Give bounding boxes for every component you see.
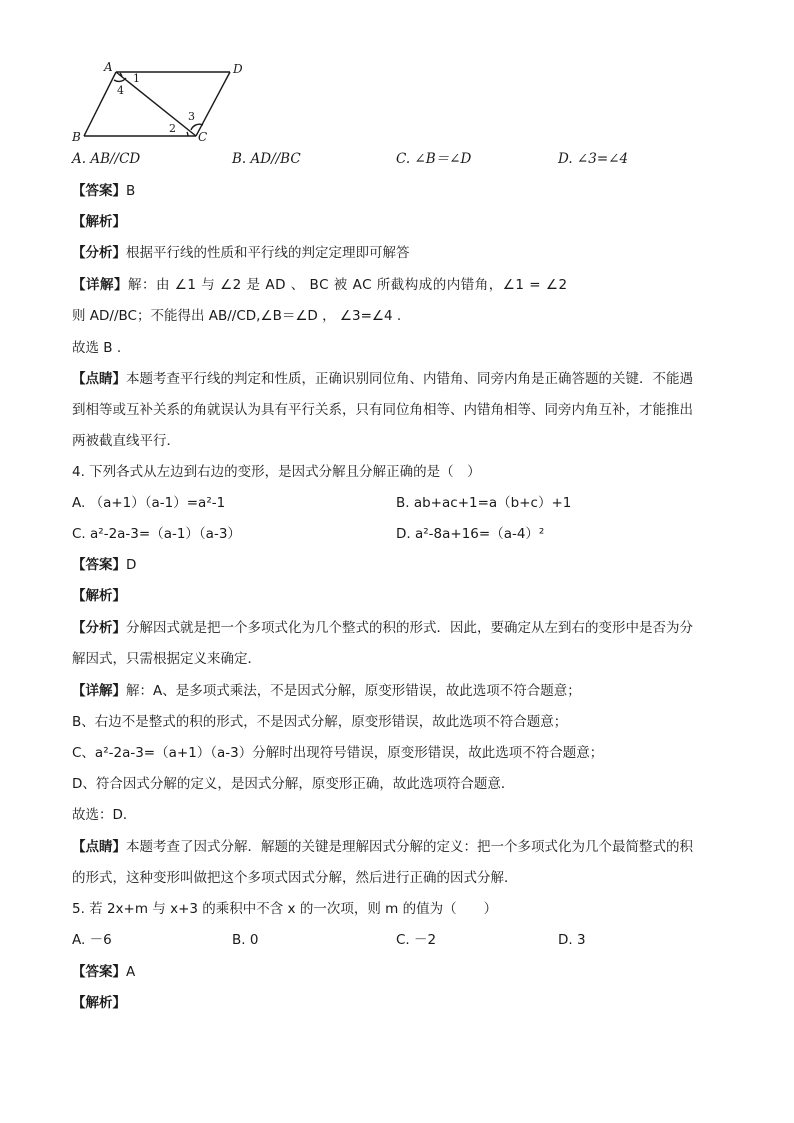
- q4-option-c: C. a²-2a-3=（a-1）（a-3）: [72, 526, 241, 542]
- q3-analysis-tag: 【解析】: [72, 214, 126, 230]
- q3-answer: 【答案】B: [72, 183, 136, 199]
- q5-option-c: C. －2: [396, 932, 437, 948]
- q4-option-b: B. ab+ac+1=a（b+c）+1: [396, 495, 572, 511]
- label-angle-3: 3: [188, 110, 195, 123]
- q5-stem: 5. 若 2x+m 与 x+3 的乘积中不含 x 的一次项，则 m 的值为（ ）: [72, 901, 498, 917]
- q4-choose: 故选：D．: [72, 807, 137, 823]
- q4-dianjing-1: 【点睛】本题考查了因式分解．解题的关键是理解因式分解的定义：把一个多项式化为几个最简整式的积: [72, 839, 693, 855]
- q4-option-d: D. a²-8a+16=（a-4）²: [396, 526, 545, 542]
- q4-xiangjie-3: C、a²-2a-3=（a+1）（a-3）分解时出现符号错误，原变形错误，故此选项不符合题意；: [72, 745, 604, 761]
- q3-dianjing-3: 两被截直线平行．: [72, 433, 180, 449]
- label-angle-4: 4: [117, 84, 124, 97]
- q3-option-d: D. ∠3=∠4: [558, 151, 629, 167]
- q5-option-d: D. 3: [558, 932, 586, 948]
- q4-fenxi-2: 解因式，只需根据定义来确定．: [72, 651, 261, 667]
- label-angle-1: 1: [133, 72, 140, 85]
- q3-xiangjie-2: 则 AD//BC；不能得出 AB//CD,∠B＝∠D ， ∠3=∠4 .: [72, 308, 402, 324]
- q4-fenxi-1: 【分析】分解因式就是把一个多项式化为几个整式的积的形式．因此，要确定从左到右的变形中是否为分: [72, 620, 693, 636]
- q5-option-b: B. 0: [232, 932, 259, 948]
- q5-option-a: A. －6: [72, 932, 112, 948]
- q4-stem: 4. 下列各式从左边到右边的变形，是因式分解且分解正确的是（ ）: [72, 464, 481, 480]
- q3-xiangjie-1: 【详解】解：由 ∠1 与 ∠2 是 AD 、 BC 被 AC 所截构成的内错角，∠1 = ∠2: [72, 277, 568, 293]
- q4-xiangjie-2: B、右边不是整式的积的形式，不是因式分解，原变形错误，故此选项不符合题意；: [72, 714, 568, 730]
- q3-dianjing-2: 到相等或互补关系的角就误认为具有平行关系，只有同位角相等、内错角相等、同旁内角互补，才能推出: [72, 402, 693, 418]
- segment-AB: [84, 72, 116, 136]
- q4-xiangjie-1: 【详解】解：A、是多项式乘法，不是因式分解，原变形错误，故此选项不符合题意；: [72, 683, 581, 699]
- q4-dianjing-2: 的形式，这种变形叫做把这个多项式因式分解，然后进行正确的因式分解．: [72, 870, 518, 886]
- label-angle-2: 2: [169, 122, 176, 135]
- segment-DC: [196, 72, 230, 136]
- q3-option-b: B. AD//BC: [232, 151, 301, 167]
- parallelogram-figure: [70, 60, 260, 142]
- q4-analysis-tag: 【解析】: [72, 588, 126, 604]
- q3-option-a: A. AB//CD: [72, 151, 141, 167]
- segment-AC: [116, 72, 196, 136]
- label-C: C: [198, 130, 208, 142]
- q5-answer: 【答案】A: [72, 964, 136, 980]
- q3-dianjing-1: 【点睛】本题考查平行线的判定和性质，正确识别同位角、内错角、同旁内角是正确答题的关键．不能遇: [72, 371, 693, 387]
- label-A: A: [104, 60, 113, 74]
- q5-analysis-tag: 【解析】: [72, 995, 126, 1011]
- q3-option-c: C. ∠B＝∠D: [396, 151, 472, 167]
- q3-choose: 故选 B .: [72, 340, 122, 356]
- q4-option-a: A. （a+1）（a-1）=a²-1: [72, 495, 226, 511]
- q4-xiangjie-4: D、符合因式分解的定义，是因式分解，原变形正确，故此选项符合题意．: [72, 776, 515, 792]
- label-B: B: [72, 130, 81, 142]
- q3-fenxi: 【分析】根据平行线的性质和平行线的判定定理即可解答: [72, 245, 410, 261]
- label-D: D: [233, 62, 243, 76]
- q4-answer: 【答案】D: [72, 557, 137, 573]
